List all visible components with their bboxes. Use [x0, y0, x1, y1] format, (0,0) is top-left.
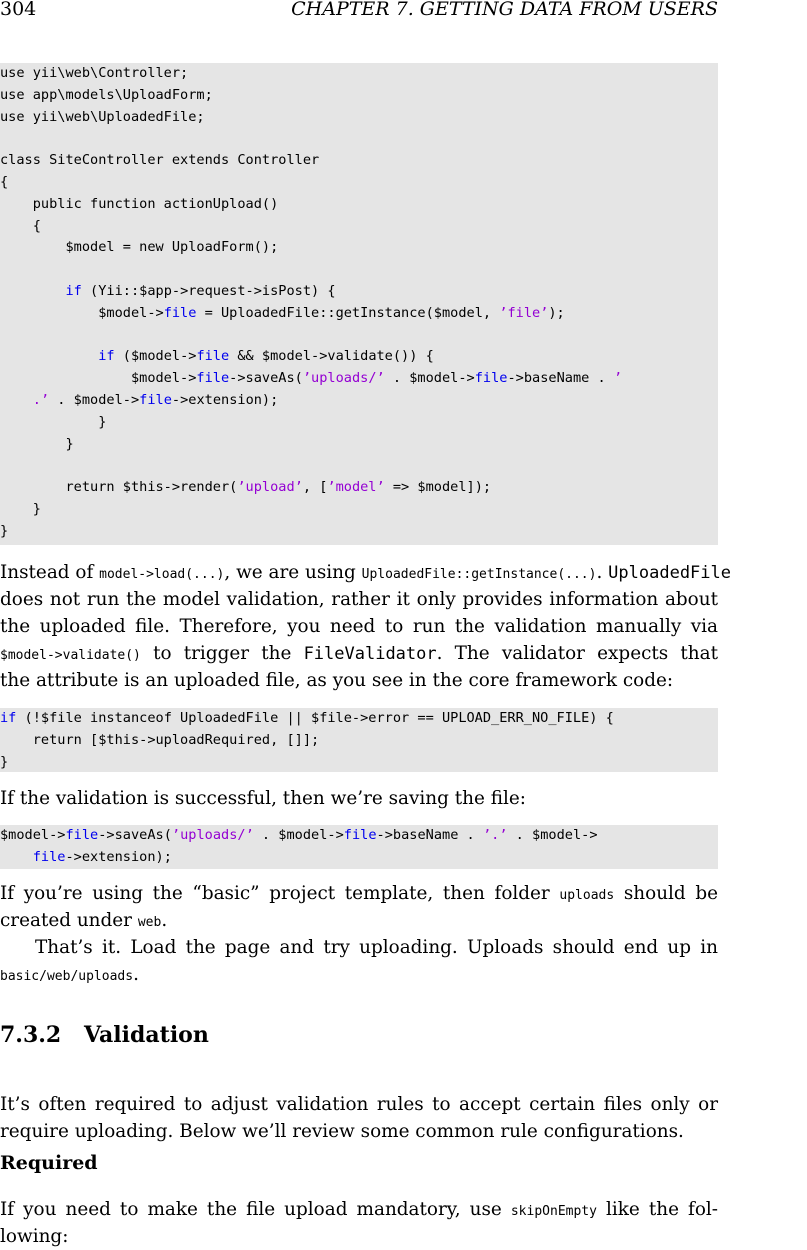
paragraph-validation-intro: It’s often required to adjust validation rules to accept certain files only or require uploading. Below we’ll review some common rule configurations.: [0, 1094, 718, 1142]
code-keyword: file: [196, 370, 230, 387]
code-text: ->saveAs(: [98, 827, 172, 843]
inline-code: skipOnEmpty: [510, 1204, 597, 1219]
code-string: ’.’: [482, 827, 508, 843]
code-text: use yii\web\Controller;: [0, 65, 189, 81]
code-line: [0, 63, 718, 85]
code-line: [0, 499, 718, 521]
code-text: . $model->: [49, 391, 140, 408]
code-string: ’: [613, 370, 623, 387]
paragraph-basic-template: If you’re using the “basic” project template, then folder uploads should be created under web. That’s it. Load the page and try uploading. Uploads should end up in basic/web/uploads.: [0, 883, 719, 985]
code-text: [0, 392, 33, 408]
code-text: );: [548, 304, 565, 321]
code-line: [0, 150, 718, 172]
inline-code: uploads: [559, 888, 615, 903]
code-line: [0, 752, 718, 772]
code-string: ’upload’: [237, 479, 303, 496]
code-text: . $model->: [384, 370, 475, 387]
code-text: ->baseName .: [376, 827, 483, 843]
inline-code: web: [137, 915, 162, 930]
code-text: && $model->validate()) {: [229, 348, 434, 365]
code-text: (!$file instanceof UploadedFile || $file->error == UPLOAD_ERR_NO_FILE) {: [16, 710, 614, 726]
code-keyword: file: [65, 827, 99, 843]
code-text: $model->: [0, 370, 197, 387]
inline-code: model->load(...): [99, 567, 225, 582]
code-text: return [$this->uploadRequired, []];: [0, 731, 320, 748]
code-line: [0, 107, 718, 129]
code-text: ->baseName .: [507, 370, 614, 387]
code-text: ($model->: [114, 348, 197, 365]
code-keyword: file: [32, 848, 66, 865]
code-text: => $model]);: [384, 479, 492, 496]
code-line: [0, 346, 718, 368]
code-keyword: file: [163, 304, 197, 321]
code-line: [0, 325, 718, 347]
code-line: [0, 521, 718, 543]
code-text: . $model->: [253, 827, 344, 843]
code-text: ->extension);: [171, 391, 279, 408]
code-keyword: file: [196, 348, 230, 365]
code-text: $model->: [0, 827, 66, 843]
code-line: [0, 303, 718, 325]
code-line: [0, 434, 718, 456]
code-keyword: file: [343, 827, 377, 843]
code-line: [0, 412, 718, 434]
code-keyword: file: [474, 370, 508, 387]
code-string: ’uploads/’: [302, 370, 385, 387]
code-text: $model->: [0, 304, 164, 321]
code-text: . $model->: [507, 827, 598, 843]
code-line: [0, 172, 718, 194]
inline-code: UploadedFile::getInstance(...): [361, 567, 597, 582]
code-line: [0, 259, 718, 281]
code-string: ’model’: [327, 479, 385, 496]
code-text: {: [0, 173, 9, 190]
section-heading: [0, 1022, 209, 1048]
code-text: use yii\web\UploadedFile;: [0, 108, 205, 125]
chapter-running-title: CHAPTER 7. GETTING DATA FROM USERS: [291, 0, 718, 20]
code-text: [0, 283, 65, 299]
code-text: return $this->render(: [0, 479, 238, 496]
paragraph-uploadedfile-explanation: Instead of model->load(...), we are using UploadedFile::getInstance(...). UploadedFile does not run the model validation, rather it only provides information about the uploaded file. Therefore, you need to run the validation manually via $model->validate() to trigger the FileValidator. The validator expects that the attribute is an uploaded file, as you see in the core framework code:: [0, 562, 731, 691]
code-line: [0, 390, 718, 412]
subsection-heading: Required: [0, 1152, 98, 1174]
section-number: 7.3.2: [0, 1022, 62, 1048]
code-keyword: file: [139, 391, 172, 408]
code-line: [0, 730, 718, 752]
paragraph-required: If you need to make the file upload mandatory, use skipOnEmpty like the fol- lowing:: [0, 1199, 718, 1247]
running-header: [0, 0, 718, 22]
code-line: [0, 216, 718, 238]
code-line: [0, 368, 718, 390]
code-line: [0, 85, 718, 107]
code-text: [0, 849, 33, 865]
code-text: ->extension);: [65, 848, 172, 865]
page-number: 304: [0, 0, 37, 20]
code-line: [0, 194, 718, 216]
code-text: }: [0, 435, 74, 452]
code-keyword: if: [0, 710, 17, 726]
code-text: }: [0, 753, 9, 770]
code-text: }: [0, 500, 41, 517]
code-string: ’uploads/’: [171, 827, 254, 843]
paragraph-validation-success: If the validation is successful, then we’re saving the file:: [0, 788, 526, 809]
code-string: ’file’: [499, 304, 549, 321]
code-text: use app\models\UploadForm;: [0, 86, 213, 103]
code-text: (Yii::$app->request->isPost) {: [81, 282, 336, 299]
code-line: [0, 477, 718, 499]
code-line: [0, 825, 718, 847]
code-line: [0, 455, 718, 477]
code-text: {: [0, 217, 41, 234]
code-text: = UploadedFile::getInstance($model,: [196, 304, 500, 321]
inline-code: $model->validate(): [0, 648, 141, 663]
code-text: ->saveAs(: [229, 370, 303, 387]
code-line: [0, 847, 718, 869]
code-string: .’: [32, 391, 50, 408]
code-keyword: if: [98, 348, 115, 365]
code-text: public function actionUpload(): [0, 195, 279, 212]
code-text: , [: [302, 479, 328, 496]
code-text: $model = new UploadForm();: [0, 239, 279, 256]
code-text: }: [0, 413, 107, 430]
inline-code: UploadedFile: [608, 563, 731, 583]
code-line: [0, 128, 718, 150]
code-block-save-file: [0, 825, 718, 869]
inline-code: basic/web/uploads: [0, 969, 134, 984]
code-keyword: if: [65, 282, 82, 299]
code-block-controller: [0, 63, 718, 545]
code-line: [0, 281, 718, 303]
code-line: [0, 237, 718, 259]
code-line: [0, 708, 718, 730]
section-title: Validation: [84, 1022, 209, 1048]
code-block-core-validator: [0, 708, 718, 772]
code-text: class SiteController extends Controller: [0, 152, 320, 169]
inline-code: FileValidator: [303, 644, 437, 664]
code-text: }: [0, 522, 9, 539]
code-text: [0, 348, 98, 364]
